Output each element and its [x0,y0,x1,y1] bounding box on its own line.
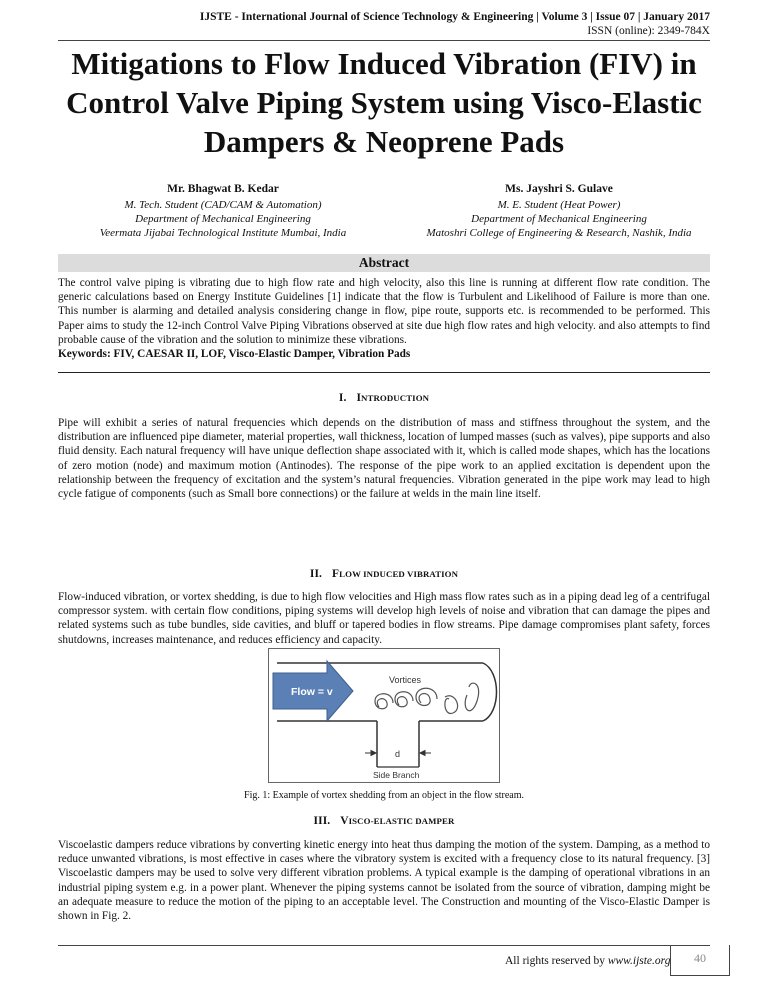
section-title-initial: F [332,568,340,580]
running-header [200,10,710,38]
vortex-diagram [269,649,499,782]
footer [505,955,670,967]
section-title-initial: I [356,392,362,404]
author-role: M. Tech. Student (CAD/CAM & Automation) [124,199,322,211]
side-branch-label: Side Branch [373,770,420,780]
page-number: 40 [670,945,730,976]
section-heading-flow-induced-vibration [0,568,768,580]
footer-site-link[interactable]: www.ijste.org [607,955,671,967]
paper-title: Mitigations to Flow Induced Vibration (FIV) in Control Valve Piping System using Visco-Elastic Dampers & Neoprene Pads [66,46,702,159]
author-1 [58,182,388,240]
author-dept: Department of Mechanical Engineering [471,213,647,225]
section-heading-introduction [0,392,768,404]
figure-caption: Fig. 1: Example of vortex shedding from an object in the flow stream. [244,790,524,801]
abstract-text: The control valve piping is vibrating due to high flow rate and high velocity, also this line is running at different flow rate condition. The generic calculations based on Energy Institute Guidelines [1] indicate that the flow is Turbulent and Likelihood of Failure is more than one. This number is alarming and detailed analysis considering change in flow, pipe route, supports etc. is recommended to be performed. This Paper aims to study the 12-inch Control Valve Piping Vibrations observed at site due high flow rates and high velocity. and also attempts to find probable cause of the vibration and the solution to minimize these vibrations. [58,277,710,346]
author-2 [394,182,724,240]
section-number: I. [338,392,347,404]
journal-info: IJSTE - International Journal of Science Technology & Engineering | Volume 3 | Issue 07 | January 2017 [199,11,710,23]
author-name: Mr. Bhagwat B. Kedar [167,183,279,195]
section-number: II. [309,568,323,580]
keywords: Keywords: FIV, CAESAR II, LOF, Visco-Elastic Damper, Vibration Pads [58,348,411,360]
diameter-label: d [395,749,401,759]
author-institution: Veermata Jijabai Technological Institute Mumbai, India [99,227,347,239]
section-heading-visco-elastic-damper [0,815,768,827]
section-title-rest: NTRODUCTION [361,393,430,403]
visco-elastic-damper-text: Viscoelastic dampers reduce vibrations by converting kinetic energy into heat thus damping the motion of the system. Damping, as a method to reduce unwanted vibrations, is most effective in cases where the vibratory system is excited with a frequency close to its natural frequency. [3] Viscoelastic dampers may be used to solve very different vibration problems. A typical example is the damping of operational vibrations in an industrial piping system e.g. in a power plant. Whenever the piping systems cannot be isolated from the source of vibration, damping might be an adequate measure to reduce the motion of the piping to an acceptable level. The Construction and mounting of the Visco-Elastic Damper is shown in Fig. 2. [58,839,710,923]
abstract-rule [58,372,710,373]
author-block [58,182,710,240]
author-name: Ms. Jayshri S. Gulave [505,183,613,195]
figure-vortex-shedding [268,648,500,783]
section-title-rest: LOW INDUCED VIBRATION [339,569,459,579]
footer-text: All rights reserved by [505,955,608,967]
abstract-heading: Abstract [58,254,710,272]
flow-label: Flow = v [291,686,333,698]
author-dept: Department of Mechanical Engineering [135,213,311,225]
header-rule [58,40,710,41]
section-title-rest: ISCO-ELASTIC DAMPER [348,816,455,826]
flow-induced-vibration-text: Flow-induced vibration, or vortex shedding, is due to high flow velocities and High mass flow rates such as in a piping dead leg of a centrifugal compressor system. with certain flow conditions, piping systems will develop high levels of noise and vibration that can damage the pipes and related systems such as tube bundles, side cavities, and bluff or tapered bodies in flow streams. Pipe damage compromises plant safety, forces shutdowns, increases maintenance, and reduces efficiency and capacity. [58,591,710,646]
introduction-text: Pipe will exhibit a series of natural frequencies which depends on the distribution of mass and stiffness throughout the system, and the distribution are influenced pipe diameter, material properties, wall thickness, location of lumped masses (such as valves), pipe supports and also fluid density. Each natural frequency will have unique deflection shape associated with it, which is called mode shapes, which has the locations of zero motion (node) and maximum motion (Antinodes). The response of the pipe work to an applied excitation is dependent upon the relationship between the frequency of excitation and the system’s natural frequencies. Vibration generated in the pipe work may lead to high cycle fatigue of components (such as Small bore connections) or the failure at welds in the main line itself. [58,417,710,501]
section-title-initial: V [340,815,349,827]
issn: ISSN (online): 2349-784X [587,25,710,37]
section-number: III. [313,815,331,827]
footer-rule [58,945,710,946]
author-role: M. E. Student (Heat Power) [497,199,621,211]
author-institution: Matoshri College of Engineering & Research, Nashik, India [426,227,692,239]
vortices-label: Vortices [389,675,422,685]
vortices-icon [375,683,479,713]
